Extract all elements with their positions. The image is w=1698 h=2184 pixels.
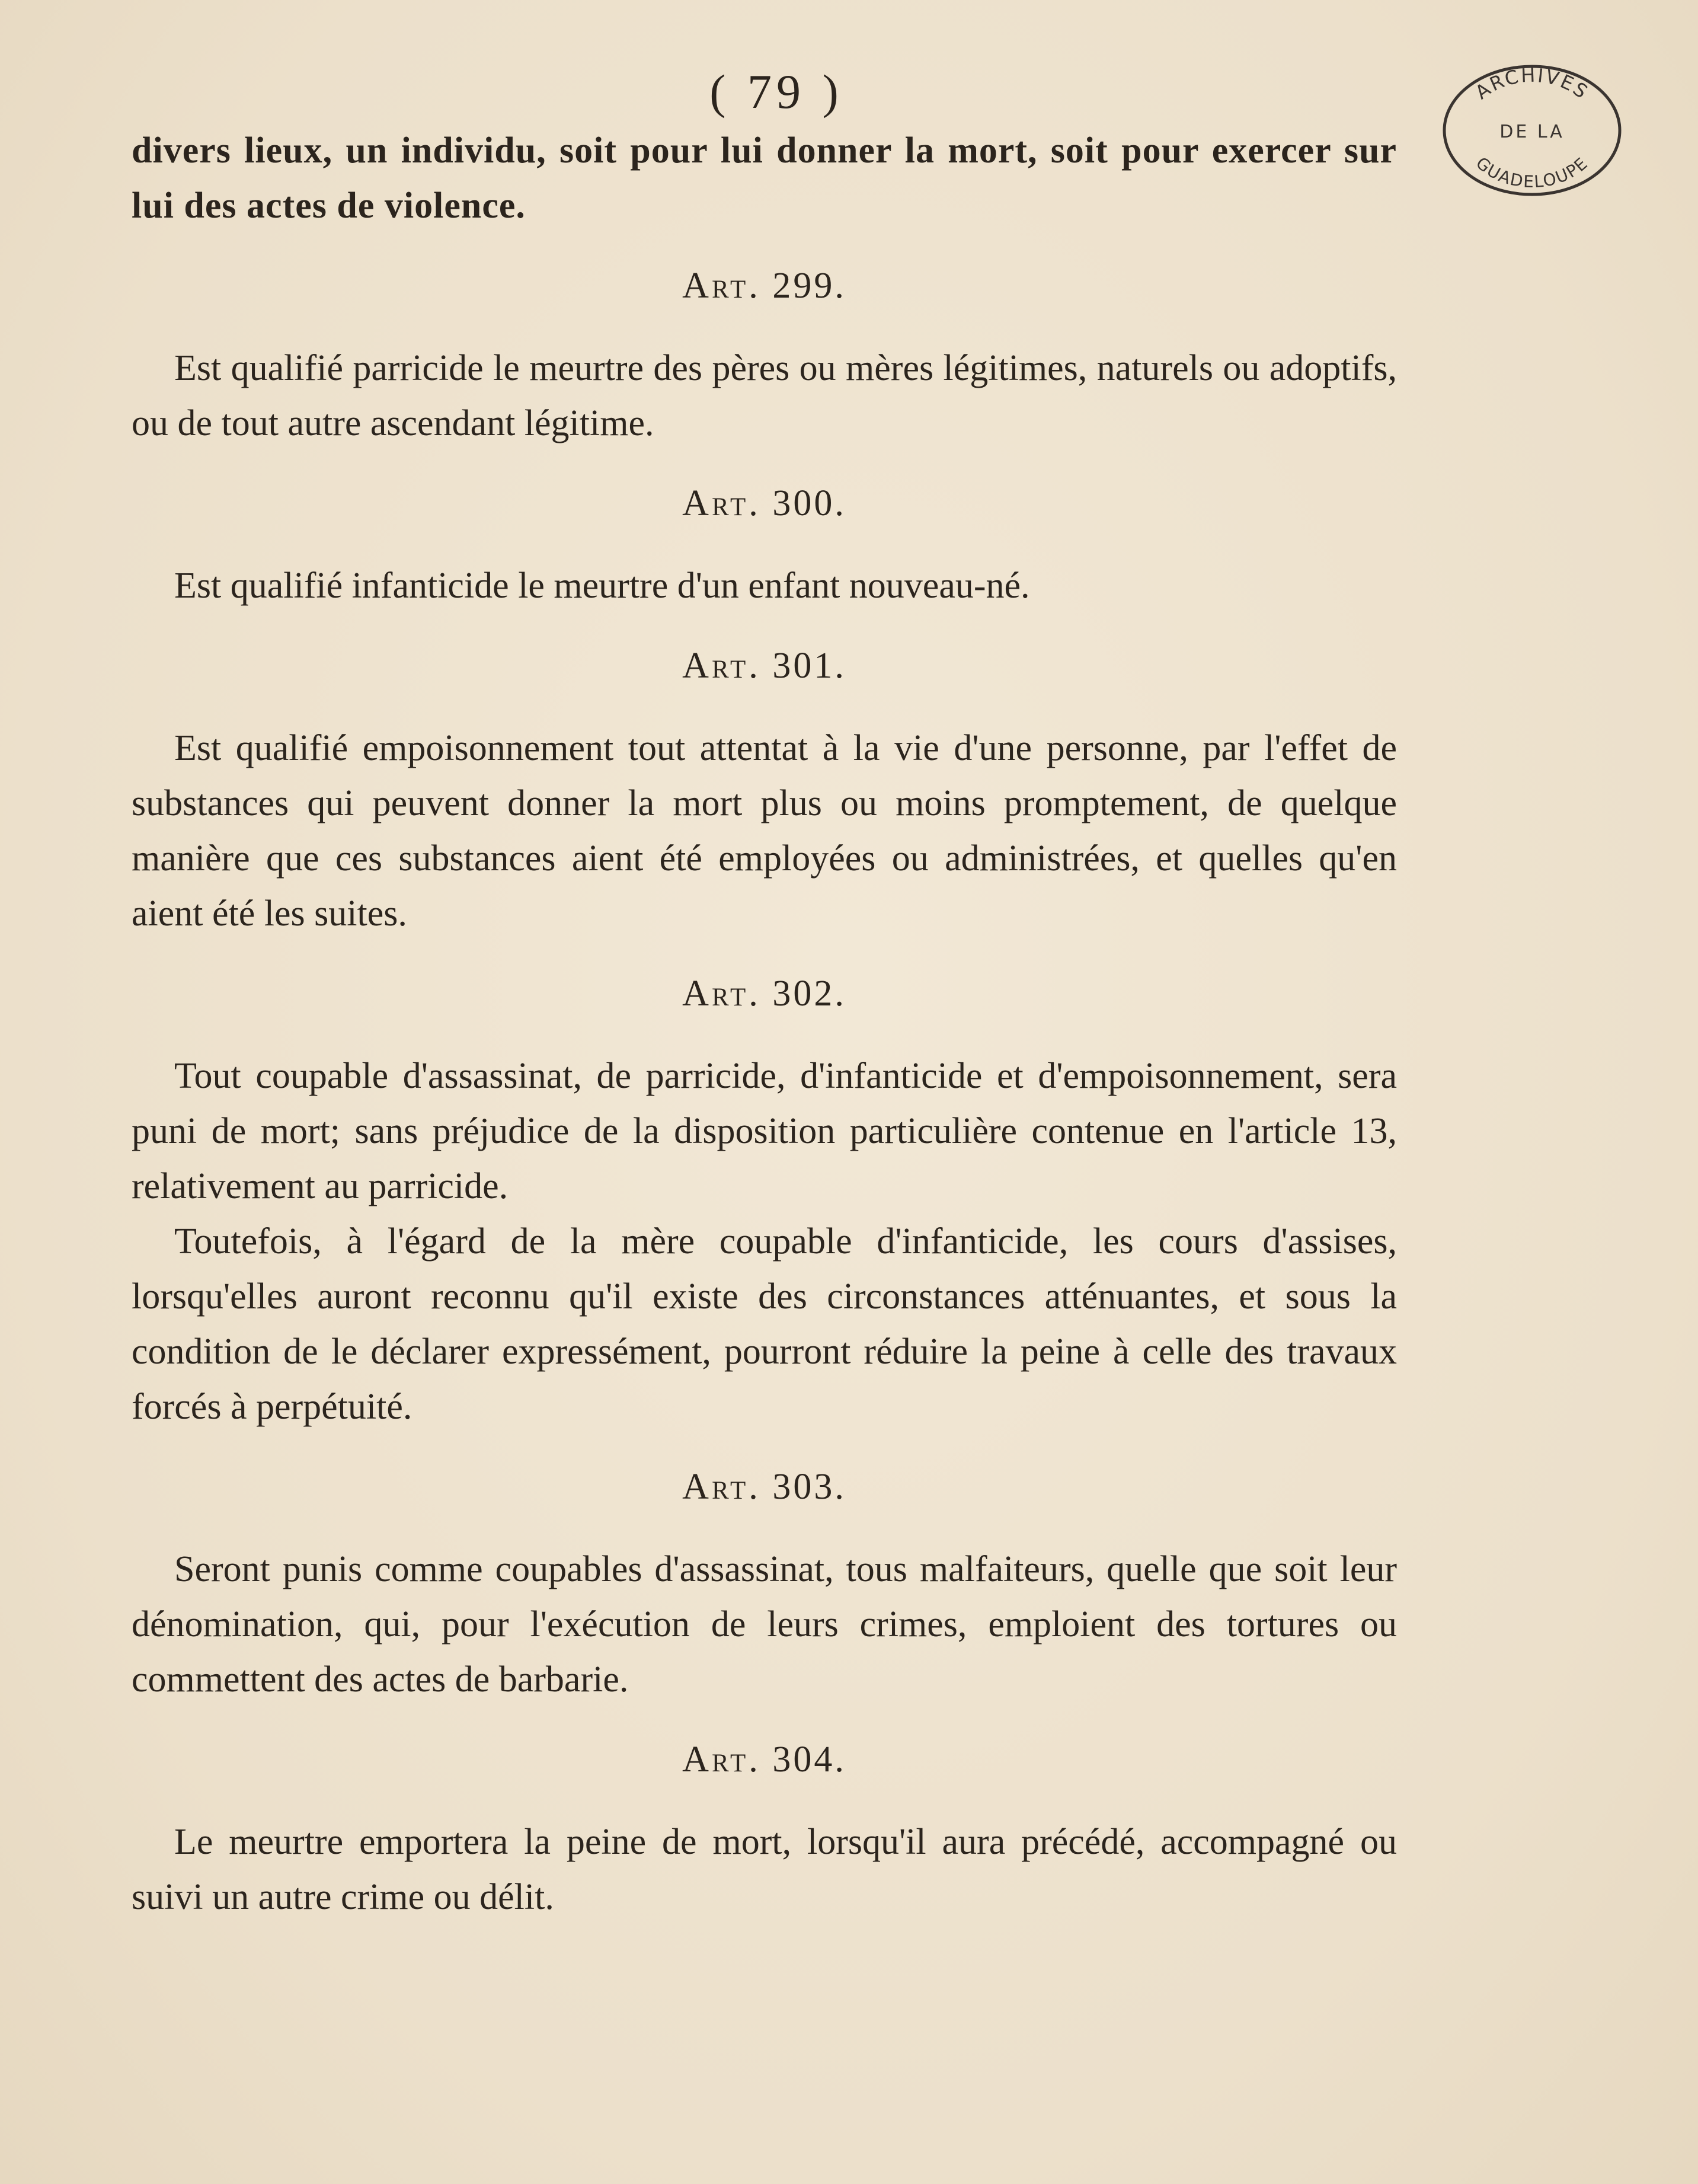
article-number: 301.	[772, 646, 846, 686]
article-number: 299.	[772, 266, 846, 306]
stamp-bottom-text: GUADELOUPE	[1472, 153, 1593, 192]
article-heading: Art. 303.	[682, 1467, 846, 1507]
article-number: 300.	[772, 483, 846, 523]
intro-paragraph: divers lieux, un individu, soit pour lui donner la mort, soit pour exercer sur lui des actes de violence.	[132, 130, 1397, 226]
article-heading: Art. 300.	[682, 483, 846, 523]
article-paragraph: Le meurtre emportera la peine de mort, lorsqu'il aura précédé, accompagné ou suivi un autre crime ou délit.	[132, 1822, 1397, 1917]
article-heading: Art. 299.	[682, 266, 846, 306]
article-number: 304.	[772, 1739, 846, 1780]
article-heading: Art. 301.	[682, 646, 846, 686]
article-paragraph: Est qualifié parricide le meurtre des pères ou mères légitimes, naturels ou adoptifs, ou de tout autre ascendant légitime.	[132, 348, 1397, 443]
article-paragraph: Est qualifié empoisonnement tout attentat à la vie d'une personne, par l'effet de substances qui peuvent donner la mort plus ou moins promptement, de quelque manière que ces substances aient été employées ou administrées, et quelles qu'en aient été les suites.	[132, 728, 1397, 934]
article-301	[132, 638, 1397, 941]
article-303	[132, 1460, 1397, 1707]
article-number: 303.	[772, 1467, 846, 1507]
stamp-middle-text: DE LA	[1499, 122, 1565, 142]
article-paragraph: Toutefois, à l'égard de la mère coupable d'infanticide, les cours d'assises, lorsqu'elles auront reconnu qu'il existe des circonstances atténuantes, et sous la condition de le déclarer expressément, pourront réduire la peine à celle des travaux forcés à perpétuité.	[132, 1221, 1397, 1427]
article-heading: Art. 304.	[682, 1739, 846, 1780]
article-304	[132, 1732, 1397, 1925]
article-heading: Art. 302.	[682, 973, 846, 1014]
article-300	[132, 476, 1397, 614]
archives-stamp	[1437, 59, 1627, 202]
article-number: 302.	[772, 973, 846, 1014]
page-number: ( 79 )	[709, 65, 843, 119]
article-paragraph: Est qualifié infanticide le meurtre d'un enfant nouveau-né.	[174, 566, 1030, 606]
article-299	[132, 258, 1397, 451]
page-body	[132, 123, 1397, 1925]
stamp-top-text: ARCHIVES	[1470, 63, 1594, 104]
svg-text:ARCHIVES	[1471, 64, 1593, 104]
article-paragraph: Seront punis comme coupables d'assassinat, tous malfaiteurs, quelle que soit leur dénomination, qui, pour l'exécution de leurs crimes, emploient des tortures ou commettent des actes de barbarie.	[132, 1549, 1397, 1700]
article-paragraph: Tout coupable d'assassinat, de parricide, d'infanticide et d'empoisonnement, sera puni de mort; sans préjudice de la disposition particulière contenue en l'article 13, relativement au parricide.	[132, 1056, 1397, 1206]
article-302	[132, 966, 1397, 1435]
